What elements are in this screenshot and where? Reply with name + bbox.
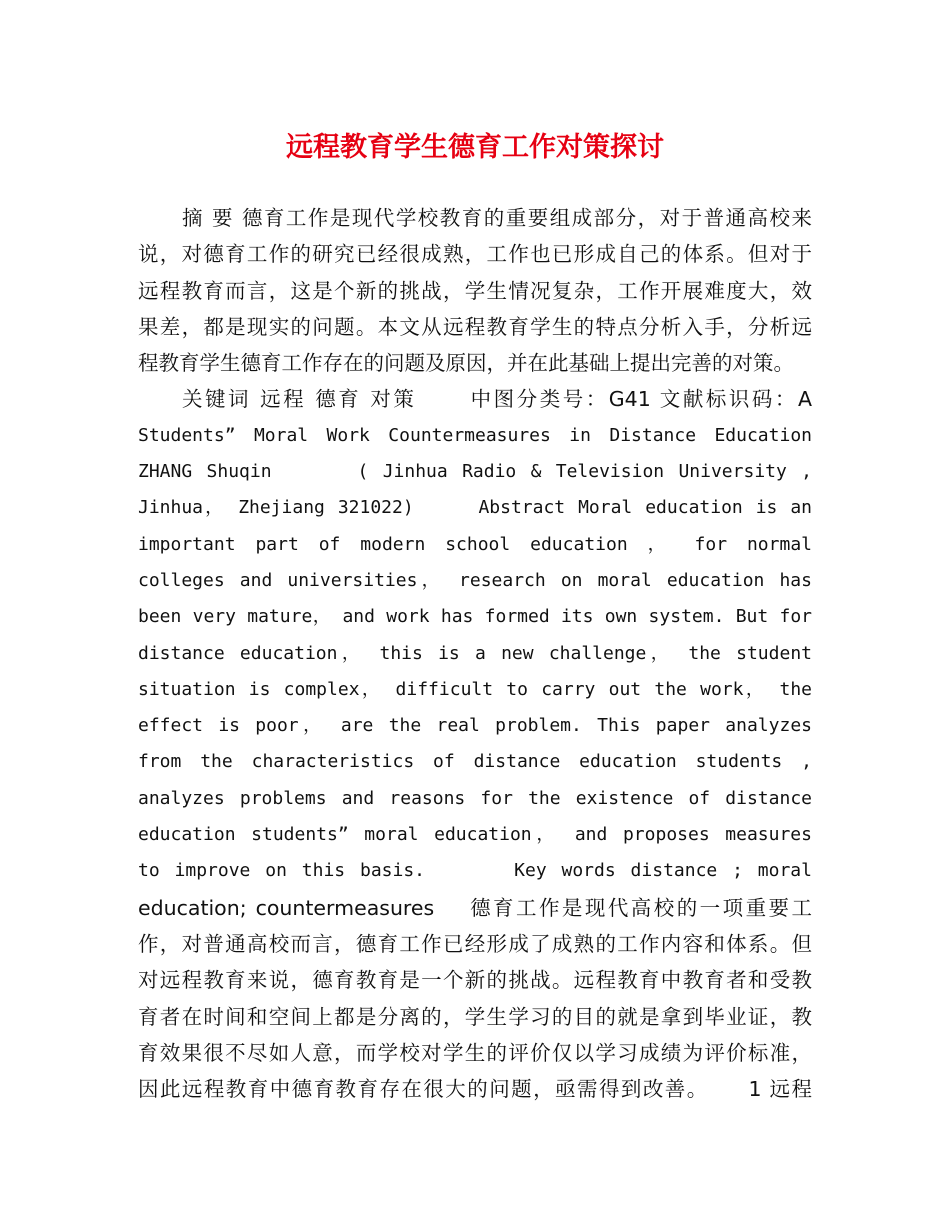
text-line: ZHANG Shuqin ( Jinhua Radio & Television University , <box>138 461 812 483</box>
text-line: 作，对普通高校而言，德育工作已经形成了成熟的工作内容和体系。但 <box>138 931 812 956</box>
text-line: 对远程教育来说，德育教育是一个新的挑战。远程教育中教育者和受教 <box>138 968 812 993</box>
text-line: 因此远程教育中德育教育存在很大的问题，亟需得到改善。 1 远程 <box>138 1077 812 1102</box>
text-line: education students” moral education， and proposes measures <box>138 824 812 846</box>
text-line: to improve on this basis. Key words distance ; moral <box>138 860 812 882</box>
text-line: effect is poor， are the real problem. This paper analyzes <box>138 715 812 737</box>
document-title: 远程教育学生德育工作对策探讨 <box>286 132 664 163</box>
text-line: Jinhua， Zhejiang 321022) Abstract Moral education is an <box>138 497 812 519</box>
keywords-line: 关键词 远程 德育 对策 中图分类号：G41 文献标识码：A <box>182 387 812 412</box>
text-line: distance education， this is a new challenge， the student <box>138 642 812 664</box>
text-line: 育效果很不尽如人意，而学校对学生的评价仅以学习成绩为评价标准， <box>138 1040 812 1065</box>
text-line: 育者在时间和空间上都是分离的，学生学习的目的就是拿到毕业证，教 <box>138 1004 812 1029</box>
text-line: 果差，都是现实的问题。本文从远程教育学生的特点分析入手，分析远 <box>138 314 812 339</box>
document-body <box>138 200 812 1107</box>
text-line: analyzes problems and reasons for the existence of distance <box>138 787 812 809</box>
text-line: 说，对德育工作的研究已经很成熟，工作也已形成自己的体系。但对于 <box>138 242 812 267</box>
text-line: education; countermeasures 德育工作是现代高校的一项重要工 <box>138 895 812 920</box>
text-line: Students” Moral Work Countermeasures in Distance Education <box>138 424 812 446</box>
text-line: from the characteristics of distance education students , <box>138 751 812 773</box>
text-line: 摘 要 德育工作是现代学校教育的重要组成部分，对于普通高校来 <box>182 206 812 230</box>
text-line: situation is complex， difficult to carry out the work， the <box>138 678 812 700</box>
text-line: been very mature， and work has formed its own system. But for <box>138 606 812 628</box>
text-line: colleges and universities， research on moral education has <box>138 569 812 591</box>
text-line: important part of modern school education ， for normal <box>138 533 812 555</box>
text-line: 程教育学生德育工作存在的问题及原因，并在此基础上提出完善的对策。 <box>138 351 794 376</box>
text-line: 远程教育而言，这是个新的挑战，学生情况复杂，工作开展难度大，效 <box>138 278 812 303</box>
